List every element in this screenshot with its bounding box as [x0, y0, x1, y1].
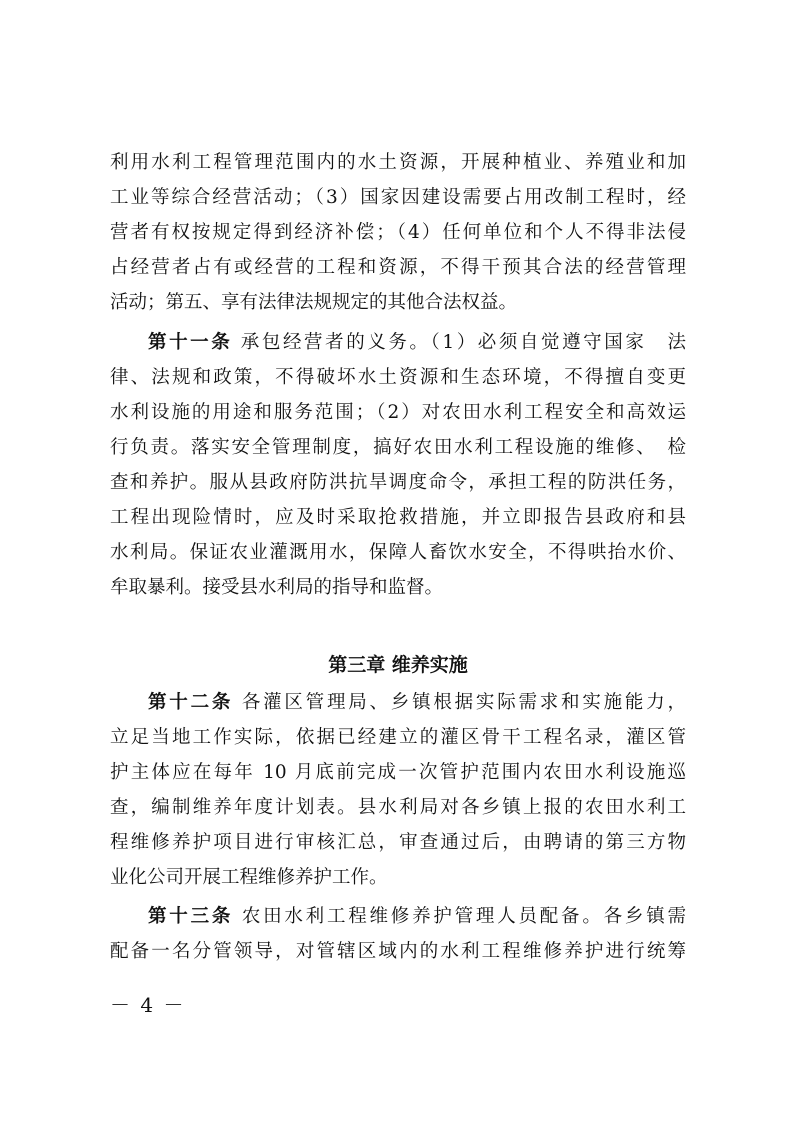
chapter-heading: 第三章 维养实施: [328, 654, 468, 676]
paragraph-line: 程维修养护项目进行审核汇总，审查通过后，由聘请的第三方物: [110, 832, 686, 853]
article-12-first-line: [148, 686, 686, 720]
article-label: 第十三条: [148, 906, 234, 927]
article-13-first-line: [148, 900, 686, 934]
paragraph-line: 占经营者占有或经营的工程和资源，不得干预其合法的经营管理: [110, 257, 686, 278]
article-label: 第十二条: [148, 692, 234, 713]
page-number: － 4 －: [110, 993, 186, 1017]
paragraph-line: 立足当地工作实际，依据已经建立的灌区骨干工程名录，灌区管: [110, 727, 686, 748]
article-text: 各灌区管理局、乡镇根据实际需求和实施能力，: [241, 692, 686, 713]
paragraph-line: 营者有权按规定得到经济补偿；（4）任何单位和个人不得非法侵: [110, 222, 686, 243]
paragraph-line: 工业等综合经营活动；（3）国家因建设需要占用改制工程时，经: [110, 187, 686, 208]
article-text: 承包经营者的义务。（1）必须自觉遵守国家 法: [240, 332, 686, 353]
paragraph-line: 业化公司开展工程维修养护工作。: [110, 867, 388, 888]
paragraph-line: 查和养护。服从县政府防洪抗旱调度命令，承担工程的防洪任务，: [110, 472, 686, 493]
paragraph-line: 利用水利工程管理范围内的水土资源，开展种植业、养殖业和加: [110, 152, 686, 173]
paragraph-line: 工程出现险情时，应及时采取抢救措施，并立即报告县政府和县: [110, 507, 686, 528]
paragraph-line: 护主体应在每年 10 月底前完成一次管护范围内农田水利设施巡: [110, 762, 686, 783]
paragraph-line: 行负责。落实安全管理制度，搞好农田水利工程设施的维修、 检: [110, 437, 686, 458]
paragraph-line: 查，编制维养年度计划表。县水利局对各乡镇上报的农田水利工: [110, 797, 686, 818]
paragraph-line: 活动；第五、享有法律法规规定的其他合法权益。: [110, 292, 518, 313]
paragraph-line: 水利设施的用途和服务范围；（2）对农田水利工程安全和高效运: [110, 402, 686, 423]
paragraph-line: 牟取暴利。接受县水利局的指导和监督。: [110, 577, 444, 598]
article-text: 农田水利工程维修养护管理人员配备。各乡镇需: [241, 906, 686, 927]
article-label: 第十一条: [148, 332, 233, 353]
paragraph-line: 水利局。保证农业灌溉用水，保障人畜饮水安全，不得哄抬水价、: [110, 542, 686, 563]
paragraph-line: 律、法规和政策，不得破坏水土资源和生态环境，不得擅自变更: [110, 367, 686, 388]
paragraph-line: 配备一名分管领导，对管辖区域内的水利工程维修养护进行统筹: [110, 941, 686, 962]
article-11-first-line: [148, 326, 686, 360]
